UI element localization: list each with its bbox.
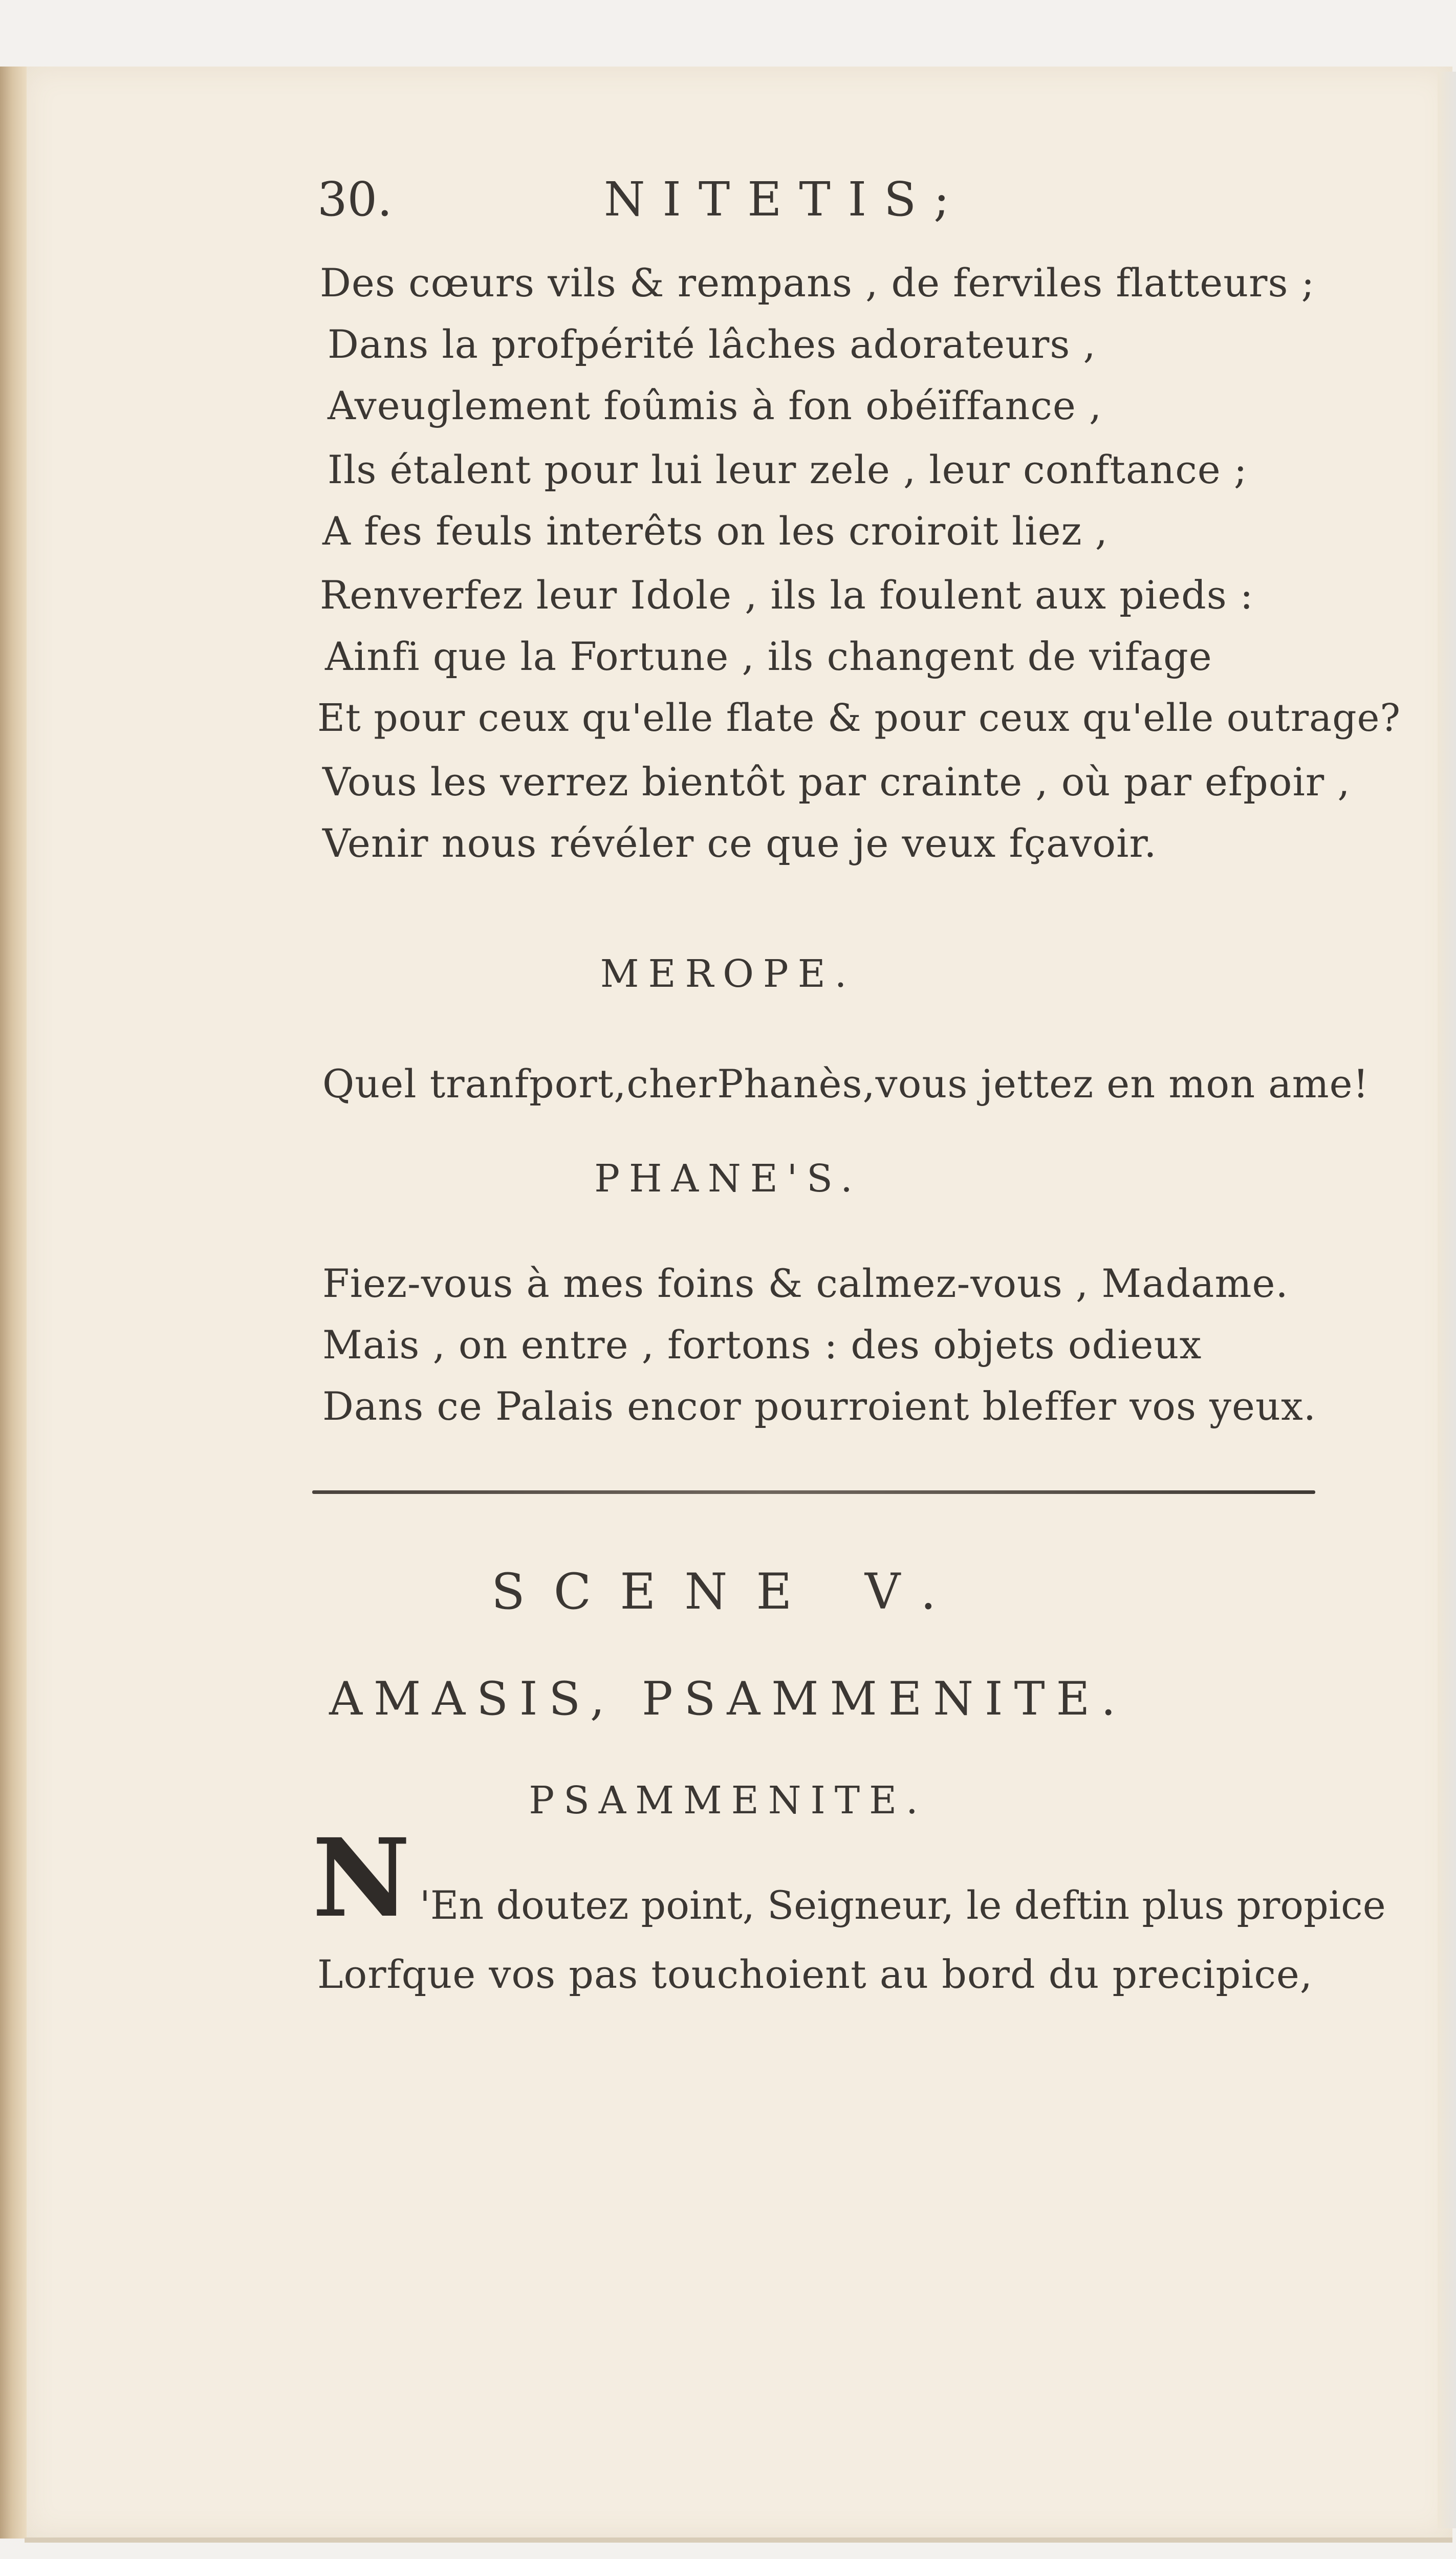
speaker-psammenite: PSAMMENITE.: [529, 1779, 927, 1823]
verse-line: Ils étalent pour lui leur zele , leur conftance ;: [328, 447, 1248, 492]
merope-line: Quel tranfport,cherPhanès,vous jettez en mon ame!: [322, 1061, 1370, 1107]
page-gutter-edge: [0, 67, 27, 2539]
verse-line: Fiez-vous à mes foins & calmez-vous , Madame.: [322, 1261, 1289, 1306]
verse-line: Aveuglement foûmis à fon obéïffance ,: [328, 383, 1102, 428]
verse-line: A fes feuls interêts on les croiroit liez ,: [322, 508, 1108, 554]
verse-line: Renverfez leur Idole , ils la foulent aux pieds :: [320, 572, 1254, 618]
page-bottom-edge: [25, 2538, 1452, 2543]
scene-cast: AMASIS, PSAMMENITE.: [329, 1672, 1127, 1726]
scene-title: SCENE V.: [491, 1563, 965, 1620]
drop-cap: N: [312, 1815, 410, 1941]
verse-line: Et pour ceux qu'elle flate & pour ceux qu'elle outrage?: [317, 696, 1401, 740]
page-fore-edge: [1438, 72, 1456, 2528]
running-header: [317, 169, 1085, 230]
verse-line: Venir nous révéler ce que je veux fçavoir.: [322, 820, 1157, 866]
scene-divider-rule: [312, 1490, 1315, 1494]
verse-line: Mais , on entre , fortons : des objets odieux: [322, 1322, 1202, 1368]
verse-line: Des cœurs vils & rempans , de ferviles flatteurs ;: [320, 260, 1315, 306]
speaker-merope: MEROPE.: [600, 952, 856, 996]
verse-line: Dans la profpérité lâches adorateurs ,: [328, 321, 1096, 367]
verse-line: Dans ce Palais encor pourroient bleffer vos yeux.: [322, 1383, 1316, 1429]
speaker-phanes: PHANE'S.: [594, 1157, 862, 1201]
verse-line: Ainfi que la Fortune , ils changent de vifage: [325, 634, 1212, 679]
psammenite-line-2: Lorfque vos pas touchoient au bord du precipice,: [317, 1951, 1313, 1997]
psammenite-line-1: 'En doutez point, Seigneur, le deftin plus propice: [420, 1882, 1386, 1928]
running-title: NITETIS;: [604, 172, 967, 227]
page-number: 30.: [317, 172, 393, 227]
verse-line: Vous les verrez bientôt par crainte , où par efpoir ,: [322, 759, 1351, 805]
